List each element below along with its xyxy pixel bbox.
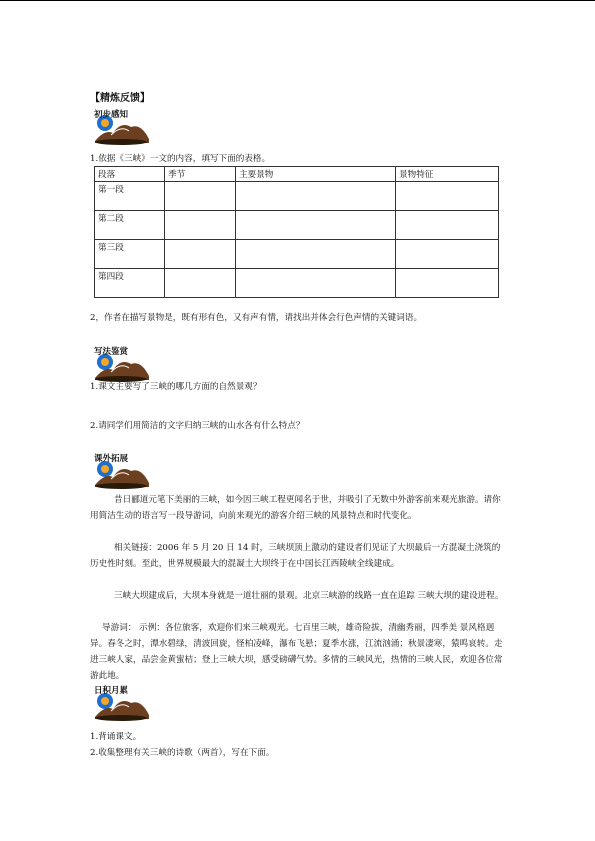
- table-cell-season[interactable]: [165, 269, 236, 298]
- badge-label: 日积月累: [94, 686, 129, 696]
- appreciation-question-2: 2.请同学们用简洁的文字归纳三峡的山水各有什么特点？: [90, 421, 305, 431]
- table-cell-feature[interactable]: [396, 182, 499, 211]
- table-header: 景物特征: [396, 167, 499, 182]
- table-cell-scenery[interactable]: [236, 182, 396, 211]
- table-cell-scenery[interactable]: [236, 211, 396, 240]
- extension-paragraph-2: 相关链接：2006 年 5 月 20 日 14 时，三峡坝顶上激动的建设者们见证了大坝最后一方混凝土浇筑的历史性时刻。至此，世界规模最大的混凝土大坝终于在中国长江西陵峡全线建成。: [90, 543, 501, 569]
- accumulate-item-1: 1.背诵课文。: [90, 732, 142, 742]
- badge-appreciation: [91, 348, 151, 384]
- table-row: [95, 182, 499, 211]
- table-cell-scenery[interactable]: [236, 240, 396, 269]
- badge-preliminary: [91, 111, 151, 147]
- table-header: 季节: [165, 167, 236, 182]
- table-cell-season[interactable]: [165, 211, 236, 240]
- extension-paragraph-3: 三峡大坝建成后，大坝本身就是一道壮丽的景观。北京三峡游的线路一直在追踪 三峡大坝的建设进程。: [114, 591, 504, 601]
- badge-extension: [91, 455, 151, 491]
- table-cell-season[interactable]: [165, 240, 236, 269]
- table-cell-scenery[interactable]: [236, 269, 396, 298]
- extension-paragraph-4: 导游词： 示例：各位旅客，欢迎你们来三峡观光。七百里三峡，雄奇险拔，清幽秀丽，四季美 景风格迥异。春冬之时，潭水碧绿，清波回旋，怪柏凌峰，瀑布飞悬；夏季水涨，江流汹涌；秋景凄寒，猿鸣哀转。走进三峡人家，品尝金黄蜜桔；登上三峡大坝，感受磅礴气势。多情的三峡风光，热情的三峡人民，欢迎各位常游此地。: [90, 623, 503, 681]
- section-title: 【精炼反馈】: [90, 93, 150, 104]
- table-header-row: [95, 167, 499, 182]
- extension-paragraph-1: 昔日郦道元笔下美丽的三峡，如今因三峡工程更闻名于世，并吸引了无数中外游客前来观光旅游。请你用简洁生动的语言写一段导游词，向前来观光的游客介绍三峡的风景特点和时代变化。: [90, 495, 501, 521]
- table-header: 段落: [95, 167, 165, 182]
- table-cell-paragraph: 第三段: [95, 240, 165, 269]
- question-1-intro: 1.依据《三峡》一文的内容，填写下面的表格。: [90, 154, 271, 164]
- badge-label: 课外拓展: [94, 454, 129, 464]
- table-header: 主要景物: [236, 167, 396, 182]
- table-cell-feature[interactable]: [396, 240, 499, 269]
- top-rule: [0, 0, 595, 1]
- scenery-table: [94, 166, 499, 298]
- table-cell-paragraph: 第一段: [95, 182, 165, 211]
- badge-label: 初步感知: [94, 110, 129, 120]
- table-row: [95, 269, 499, 298]
- table-row: [95, 240, 499, 269]
- question-2-intro: 2，作者在描写景物是，既有形有色，又有声有情，请找出并体会行色声情的关键词语。: [90, 313, 423, 323]
- table-row: [95, 211, 499, 240]
- table-cell-feature[interactable]: [396, 211, 499, 240]
- badge-accumulate: [91, 687, 151, 723]
- accumulate-item-2: 2.收集整理有关三峡的诗歌（两首），写在下面。: [90, 748, 275, 758]
- table-cell-season[interactable]: [165, 182, 236, 211]
- table-cell-paragraph: 第四段: [95, 269, 165, 298]
- badge-label: 写法鉴赏: [94, 347, 129, 357]
- appreciation-question-1: 1.课文主要写了三峡的哪几方面的自然景观？: [90, 382, 262, 392]
- table-cell-paragraph: 第二段: [95, 211, 165, 240]
- table-cell-feature[interactable]: [396, 269, 499, 298]
